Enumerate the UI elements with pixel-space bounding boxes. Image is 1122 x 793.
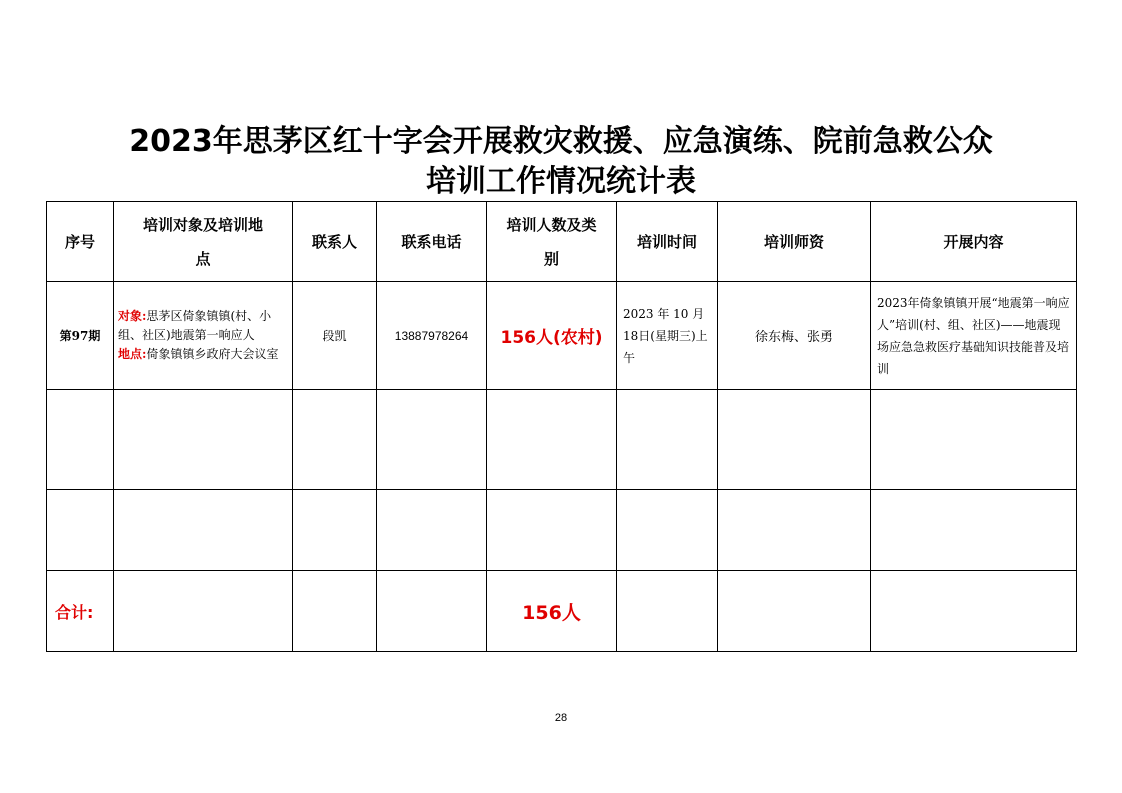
table-row-empty <box>47 390 1077 490</box>
object-text: 思茅区倚象镇镇(村、小组、社区)地震第一响应人 <box>118 309 272 342</box>
empty-cell <box>718 490 871 571</box>
place-text: 倚象镇镇乡政府大会议室 <box>146 347 279 361</box>
page-number: 28 <box>554 712 568 724</box>
row-count: 156人(农村) <box>487 282 617 390</box>
empty-cell <box>114 571 293 652</box>
header-object-place: 培训对象及培训地点 <box>114 202 293 282</box>
table-row-empty <box>47 490 1077 571</box>
row-teacher: 徐东梅、张勇 <box>718 282 871 390</box>
header-seq: 序号 <box>47 202 114 282</box>
row-time: 2023 年 10 月 18日(星期三)上午 <box>617 282 718 390</box>
total-count: 156人 <box>487 571 617 652</box>
place-label: 地点: <box>118 347 147 361</box>
empty-cell <box>377 390 487 490</box>
empty-cell <box>47 390 114 490</box>
empty-cell <box>377 490 487 571</box>
table-header-row <box>47 202 1077 282</box>
table-total-row <box>47 571 1077 652</box>
empty-cell <box>871 571 1077 652</box>
statistics-table <box>46 201 1077 652</box>
empty-cell <box>718 390 871 490</box>
object-label: 对象: <box>118 309 147 323</box>
row-contact: 段凯 <box>293 282 377 390</box>
table-row <box>47 282 1077 390</box>
empty-cell <box>293 571 377 652</box>
header-contact: 联系人 <box>293 202 377 282</box>
empty-cell <box>617 490 718 571</box>
empty-cell <box>114 490 293 571</box>
empty-cell <box>718 571 871 652</box>
empty-cell <box>293 490 377 571</box>
header-count: 培训人数及类别 <box>487 202 617 282</box>
empty-cell <box>47 490 114 571</box>
empty-cell <box>617 571 718 652</box>
empty-cell <box>871 390 1077 490</box>
empty-cell <box>487 490 617 571</box>
row-seq: 第97期 <box>47 282 114 390</box>
row-object-place <box>114 282 293 390</box>
header-phone: 联系电话 <box>377 202 487 282</box>
empty-cell <box>293 390 377 490</box>
row-content: 2023年倚象镇镇开展“地震第一响应人”培训(村、组、社区)——地震现场应急急救医疗基础知识技能普及培训 <box>871 282 1077 390</box>
header-time: 培训时间 <box>617 202 718 282</box>
empty-cell <box>377 571 487 652</box>
row-phone: 13887978264 <box>377 282 487 390</box>
document-title-line1: 2023年思茅区红十字会开展救灾救援、应急演练、院前急救公众 <box>129 124 993 159</box>
empty-cell <box>487 390 617 490</box>
header-content: 开展内容 <box>871 202 1077 282</box>
total-label: 合计: <box>47 571 114 652</box>
header-teacher: 培训师资 <box>718 202 871 282</box>
empty-cell <box>617 390 718 490</box>
document-title-line2: 培训工作情况统计表 <box>426 164 696 199</box>
empty-cell <box>114 390 293 490</box>
empty-cell <box>871 490 1077 571</box>
